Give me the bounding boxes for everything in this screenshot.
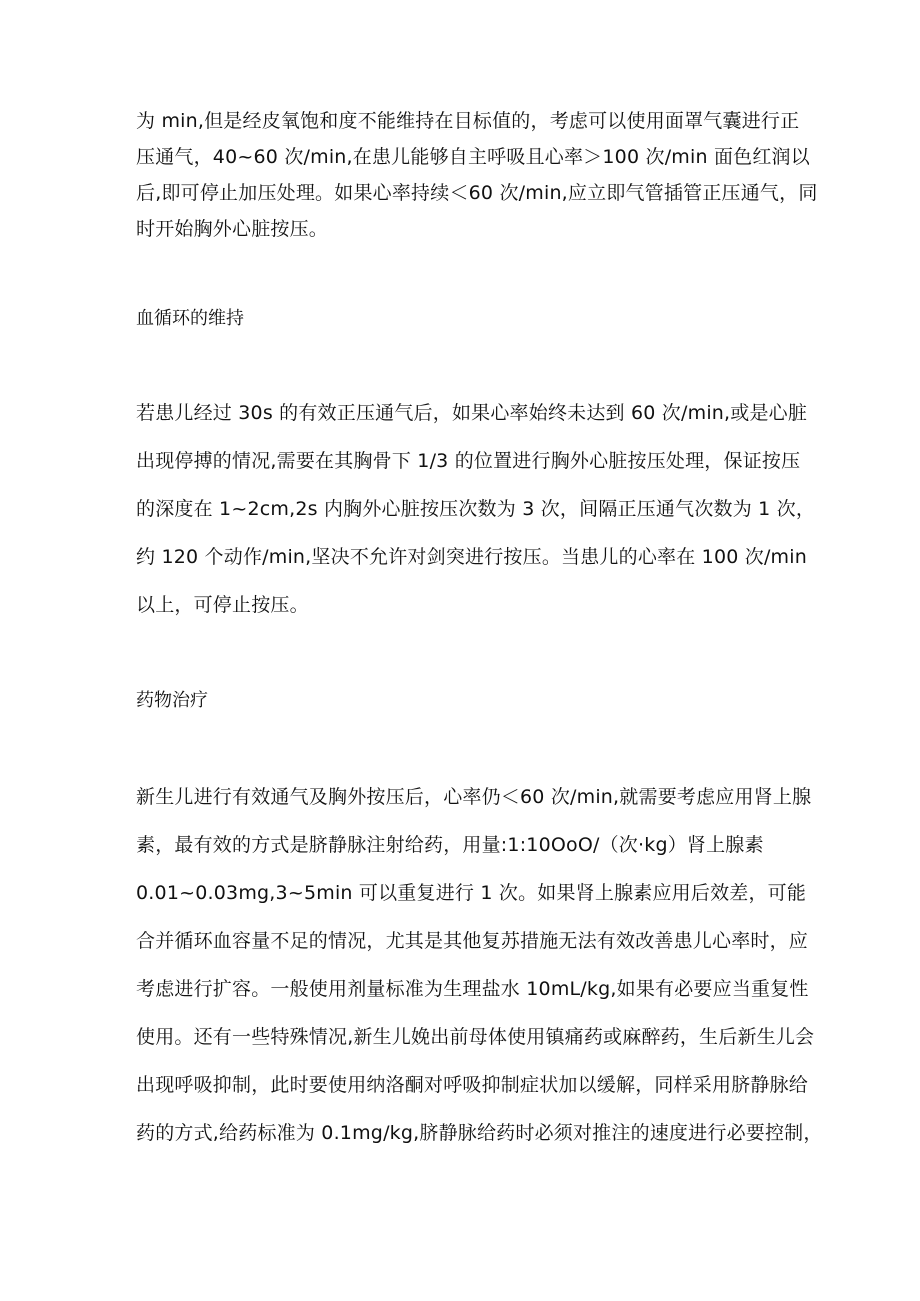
paragraph-3-line-4: 合并循环血容量不足的情况，尤其是其他复苏措施无法有效改善患儿心率时，应 (136, 930, 809, 952)
section-heading-drug-therapy: 药物治疗 (136, 690, 208, 711)
paragraph-1-line-4: 时开始胸外心脏按压。 (136, 218, 329, 240)
paragraph-2-line-5: 以上，可停止按压。 (136, 594, 309, 616)
paragraph-3-line-5: 考虑进行扩容。一般使用剂量标准为生理盐水 10mL/kg,如果有必要应当重复性 (136, 978, 809, 1000)
paragraph-2-line-3: 的深度在 1~2cm,2s 内胸外心脏按压次数为 3 次，间隔正压通气次数为 1 次， (136, 498, 816, 520)
paragraph-3-line-6: 使用。还有一些特殊情况,新生儿娩出前母体使用镇痛药或麻醉药，生后新生儿会 (136, 1026, 815, 1048)
section-heading-circulation: 血循环的维持 (136, 308, 244, 329)
paragraph-3-line-2: 素，最有效的方式是脐静脉注射给药，用量:1:10OoO/（次·kg）肾上腺素 (136, 834, 764, 856)
paragraph-3-line-3: 0.01~0.03mg,3~5min 可以重复进行 1 次。如果肾上腺素应用后效差，可能 (136, 882, 807, 904)
paragraph-3-line-8: 药的方式,给药标准为 0.1mg/kg,脐静脉给药时必须对推注的速度进行必要控制， (136, 1122, 823, 1144)
paragraph-2-line-1: 若患儿经过 30s 的有效正压通气后，如果心率始终未达到 60 次/min,或是心脏 (136, 402, 808, 424)
paragraph-3-line-1: 新生儿进行有效通气及胸外按压后，心率仍＜60 次/min,就需要考虑应用肾上腺 (136, 786, 812, 808)
paragraph-2-line-4: 约 120 个动作/min,坚决不允许对剑突进行按压。当患儿的心率在 100 次/min (136, 546, 807, 568)
paragraph-3-line-7: 出现呼吸抑制，此时要使用纳洛酮对呼吸抑制症状加以缓解，同样采用脐静脉给 (136, 1074, 809, 1096)
paragraph-1-line-2: 压通气，40~60 次/min,在患儿能够自主呼吸且心率＞100 次/min 面色红润以 (136, 146, 810, 168)
paragraph-1-line-1: 为 min,但是经皮氧饱和度不能维持在目标值的，考虑可以使用面罩气囊进行正 (136, 110, 800, 132)
paragraph-2-line-2: 出现停搏的情况,需要在其胸骨下 1/3 的位置进行胸外心脏按压处理，保证按压 (136, 450, 801, 472)
paragraph-1-line-3: 后,即可停止加压处理。如果心率持续＜60 次/min,应立即气管插管正压通气，同 (136, 182, 818, 204)
